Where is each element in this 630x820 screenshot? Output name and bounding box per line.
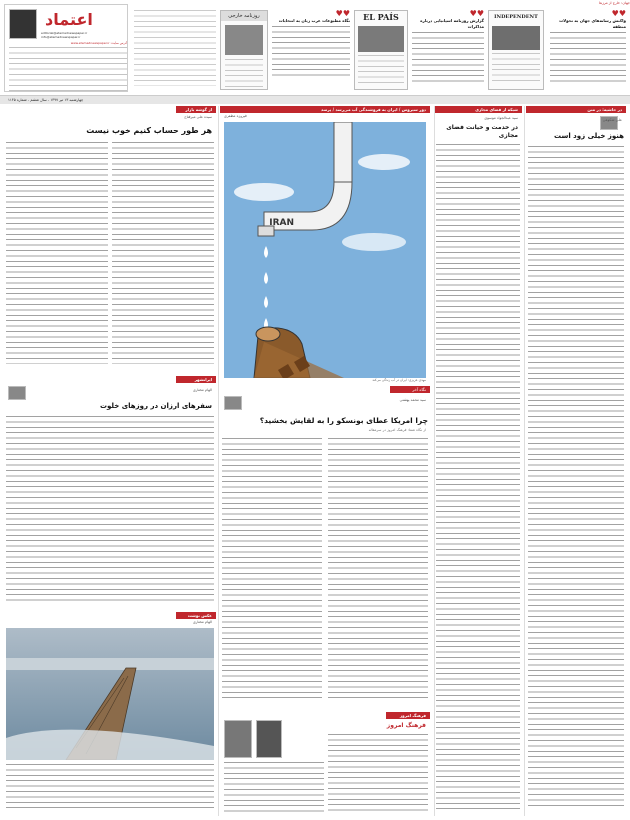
col-left-bar: از گوشه بازار xyxy=(176,106,216,113)
cartoon-block xyxy=(220,106,430,384)
teaser-3 xyxy=(272,10,350,90)
headline: سفرهای ارزان در روزهای خلوت xyxy=(99,402,212,410)
teaser-2 xyxy=(412,10,484,90)
body-text xyxy=(6,416,214,602)
bottom-thumb-1 xyxy=(224,720,252,758)
bottom-block xyxy=(220,712,430,816)
paper-thumb-1 xyxy=(220,10,268,90)
paper-thumb-3 xyxy=(488,10,544,90)
center-bar: نگاه آخر xyxy=(390,386,430,393)
masthead-logo: اعتماد xyxy=(45,10,93,29)
author-name: سید عبدالجواد موسوی xyxy=(484,116,518,120)
body-text-b xyxy=(222,438,322,702)
author-photo xyxy=(224,396,242,410)
paper-name: EL PAÍS xyxy=(363,12,399,22)
heart-icon: ♥♥ xyxy=(469,9,484,18)
editorial-website: آدرس سایت: www.etemadnewspaper.ir xyxy=(70,41,127,45)
teaser-title: واکنش رسانه‌های جهان به تحولات منطقه xyxy=(559,18,626,29)
bottom-body-a xyxy=(328,734,428,812)
editorial-email-1: editorial@etemadnewspaper.ir xyxy=(41,31,88,35)
body-text xyxy=(436,144,520,812)
teaser-title: گزارش روزنامه اسپانیایی درباره مذاکرات xyxy=(420,18,484,29)
cartoon-author: فیروزه مظفری xyxy=(224,114,247,118)
author-name: سیده علی میرفتاح xyxy=(184,115,212,119)
teaser-title: نگاه مطبوعات عرب زبان به انتخابات xyxy=(278,18,350,23)
col-right xyxy=(526,106,626,816)
author-name: الهام مختاری xyxy=(192,388,212,392)
divider xyxy=(218,106,219,816)
col-mid-right-bar: شبکه از فضای مجازی xyxy=(435,106,522,113)
teaser-4 xyxy=(134,10,216,90)
photo-block xyxy=(4,612,216,816)
paper-name: INDEPENDENT xyxy=(494,14,538,20)
headline: در خدمت و خیانت فضای مجازی xyxy=(446,124,518,139)
paper-thumb-2 xyxy=(354,10,408,90)
body-text-b xyxy=(6,142,108,364)
col-left-2-bar: ایرانشهر xyxy=(176,376,216,383)
teaser-1 xyxy=(550,10,626,90)
author-photo xyxy=(8,386,26,400)
heart-icon: ♥♥ xyxy=(611,9,626,18)
col-right-bar: در حاشیه: در متن xyxy=(526,106,626,113)
masthead-credits xyxy=(9,47,127,91)
divider xyxy=(524,106,525,816)
masthead-box xyxy=(4,4,128,92)
lede: از نگاه شما: فرهنگ امروز در سرمقاله xyxy=(368,428,426,432)
cartoon-caption: مهدی عزیزی: ایران در آب زندگی می‌کند xyxy=(372,378,426,382)
date-text: چهارشنبه ۱۳ تیر ۱۳۹۷ - سال ششم - شماره ۱۱۴۵ xyxy=(8,98,84,102)
body-text xyxy=(528,146,624,810)
bottom-headline: فرهنگ امروز xyxy=(386,722,426,729)
body-text-a xyxy=(328,438,428,702)
info-strip xyxy=(0,96,630,104)
tap-label: IRAN xyxy=(269,218,294,228)
center-story xyxy=(220,386,430,706)
col-left xyxy=(4,106,216,366)
bottom-bar: فرهنگ امروز xyxy=(386,712,430,719)
cartoon-image xyxy=(224,122,426,378)
author-name: علی شکوهی xyxy=(602,118,622,122)
section-label: جهان: خارج از مرزها xyxy=(599,1,630,5)
photo-caption-text xyxy=(6,764,214,812)
bottom-body-b xyxy=(224,762,324,812)
heart-icon: ♥♥ xyxy=(335,9,350,18)
cartoon-bar: دور سیروس / ایران به فروشندگی آب می‌رسد / پرسد xyxy=(220,106,430,113)
bottom-thumb-2 xyxy=(256,720,282,758)
editorial-email-2: info@etemadnewspaper.ir xyxy=(41,35,81,39)
headline: هر طور حساب کنیم خوب نیست xyxy=(86,126,212,135)
col-left-2 xyxy=(4,376,216,606)
top-strip xyxy=(0,0,630,96)
body-text-a xyxy=(112,142,214,364)
photo-bar: عکس نوشت xyxy=(176,612,216,619)
author-name: سید محمد بهشتی xyxy=(399,398,426,402)
headline: هنوز خیلی زود است xyxy=(554,132,624,140)
paper-name: روزنامه خارجی xyxy=(221,11,267,21)
masthead-thumb xyxy=(9,9,37,39)
col-mid-right xyxy=(434,106,522,816)
headline: چرا امریکا عطای بونسکو را به لقایش بخشید؟ xyxy=(259,416,428,425)
pier-photo xyxy=(6,628,214,760)
photo-credit: الهام مختاری xyxy=(192,620,212,624)
